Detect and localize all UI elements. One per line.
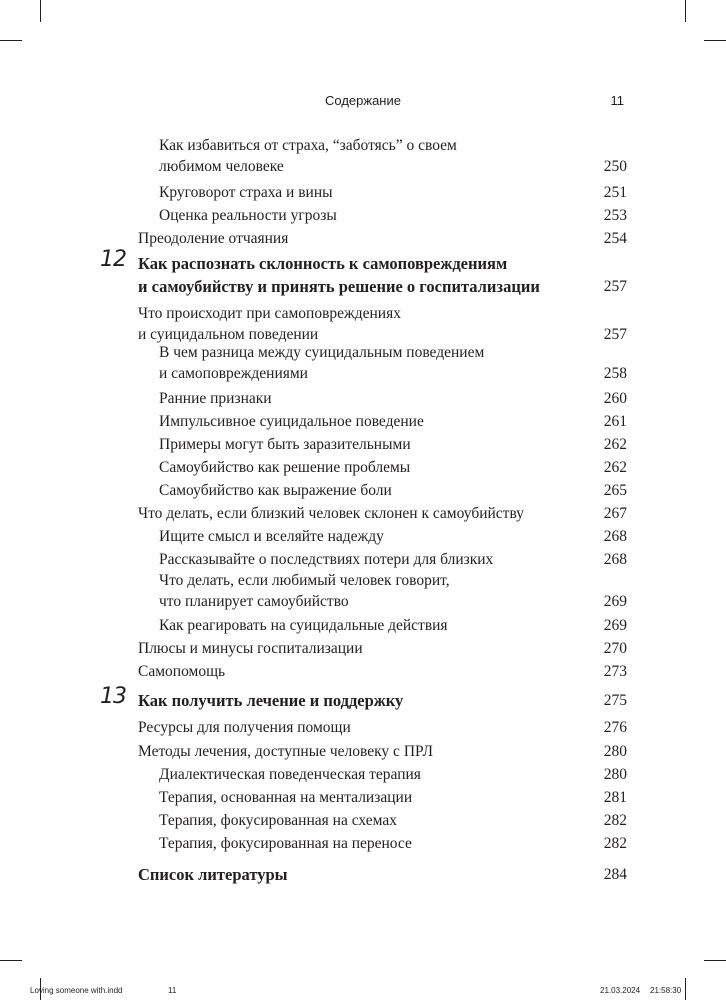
toc-entry-title-line: Терапия, фокусированная на переносе — [159, 835, 412, 852]
running-header-title: Содержание — [325, 93, 401, 108]
toc-entry-title-line: Круговорот страха и вины — [159, 184, 333, 201]
toc-entry-page-number: 269 — [603, 617, 627, 634]
toc-entry — [0, 615, 726, 636]
toc-entry-page-number: 268 — [603, 551, 627, 568]
toc-entry-page-number: 267 — [603, 505, 627, 522]
toc-entry-title-line: Как получить лечение и поддержку — [138, 691, 404, 710]
toc-entry-title-line: что планирует самоубийство — [159, 593, 349, 610]
toc-entry — [0, 434, 726, 455]
toc-entry-page-number: 282 — [603, 835, 627, 852]
toc-entry-page-number: 254 — [603, 230, 627, 247]
toc-entry — [0, 741, 726, 762]
toc-chapter-entry — [0, 247, 726, 299]
toc-entry-title-line: Список литературы — [138, 865, 288, 884]
toc-entry — [0, 411, 726, 432]
toc-entry — [0, 228, 726, 249]
toc-entry-title-line: Преодоление отчаяния — [138, 230, 289, 247]
toc-entry-page-number: 273 — [603, 663, 627, 680]
toc-entry-page-number: 269 — [603, 593, 627, 610]
toc-entry-title-line: Самопомощь — [138, 663, 226, 680]
toc-entry-page-number: 275 — [603, 692, 627, 709]
toc-entry — [0, 457, 726, 478]
toc-entry — [0, 182, 726, 203]
toc-entry-title-line: Диалектическая поведенческая терапия — [159, 766, 421, 783]
toc-entry-title-line: Что делать, если любимый человек говорит, — [159, 572, 450, 589]
toc-entry-title-line: Самоубийство как решение проблемы — [159, 459, 411, 476]
toc-entry-page-number: 262 — [603, 459, 627, 476]
toc-entry-title-line: и самоповреждениями — [159, 365, 308, 382]
toc-entry — [0, 135, 726, 177]
toc-entry-page-number: 251 — [603, 184, 627, 201]
toc-entry-page-number: 280 — [603, 743, 627, 760]
toc-entry-page-number: 253 — [603, 207, 627, 224]
toc-entry — [0, 526, 726, 547]
chapter-number: 12 — [100, 247, 126, 272]
toc-entry-title-line: Как избавиться от страха, “заботясь” о своем — [159, 137, 457, 154]
crop-mark — [704, 960, 726, 961]
crop-mark — [685, 978, 686, 1000]
toc-entry-page-number: 257 — [603, 326, 627, 343]
toc-entry-page-number: 284 — [603, 866, 627, 883]
toc-chapter-entry — [0, 684, 726, 713]
toc-entry-page-number: 270 — [603, 640, 627, 657]
toc-entry — [0, 570, 726, 612]
toc-entry-title-line: Что делать, если близкий человек склонен к самоубийству — [138, 505, 524, 522]
toc-entry-page-number: 281 — [603, 789, 627, 806]
toc-entry-page-number: 262 — [603, 436, 627, 453]
running-header-page-number: 11 — [610, 93, 624, 108]
toc-entry-title-line: Ищите смысл и вселяйте надежду — [159, 528, 384, 545]
toc-entry-title-line: и суицидальном поведении — [138, 326, 319, 343]
toc-entry-page-number: 282 — [603, 812, 627, 829]
toc-entry-title-line: Ранние признаки — [159, 390, 272, 407]
crop-mark — [685, 0, 686, 22]
toc-entry — [0, 503, 726, 524]
toc-entry-title-line: Самоубийство как выражение боли — [159, 482, 392, 499]
toc-entry-title-line: Ресурсы для получения помощи — [138, 719, 351, 736]
toc-entry-title-line: Рассказывайте о последствиях потери для близких — [159, 551, 494, 568]
crop-mark — [40, 0, 41, 22]
toc-entry — [0, 342, 726, 384]
toc-entry-title-line: Как распознать склонность к самоповреждениям — [138, 254, 508, 273]
footer-file-name: Loving someone with.indd — [30, 986, 123, 995]
toc-entry-title-line: Методы лечения, доступные человеку с ПРЛ — [138, 743, 433, 760]
toc-entry-page-number: 260 — [603, 390, 627, 407]
toc-entry-page-number: 268 — [603, 528, 627, 545]
toc-entry-title-line: В чем разница между суицидальным поведением — [159, 344, 485, 361]
toc-chapter-entry — [0, 864, 726, 887]
crop-mark — [0, 960, 22, 961]
toc-entry-title-line: любимом человеке — [159, 158, 284, 175]
toc-entry-page-number: 261 — [603, 413, 627, 430]
toc-entry-page-number: 258 — [603, 365, 627, 382]
chapter-number: 13 — [100, 684, 126, 709]
toc-entry-title-line: и самоубийству и принять решение о госпитализации — [138, 277, 540, 296]
toc-entry-title-line: Оценка реальности угрозы — [159, 207, 337, 224]
toc-entry-title-line: Примеры могут быть заразительными — [159, 436, 411, 453]
crop-mark — [0, 40, 22, 41]
toc-entry — [0, 480, 726, 501]
footer-page-number: 11 — [168, 986, 177, 995]
toc-entry-page-number: 280 — [603, 766, 627, 783]
toc-entry-title-line: Терапия, фокусированная на схемах — [159, 812, 397, 829]
toc-entry — [0, 549, 726, 570]
toc-entry — [0, 787, 726, 808]
toc-entry — [0, 205, 726, 226]
toc-entry — [0, 810, 726, 831]
toc-entry — [0, 661, 726, 682]
toc-entry-title-line: Импульсивное суицидальное поведение — [159, 413, 424, 430]
toc-entry — [0, 764, 726, 785]
toc-entry — [0, 833, 726, 854]
footer-time: 21:58:30 — [650, 986, 682, 995]
toc-entry-title-line: Плюсы и минусы госпитализации — [138, 640, 363, 657]
toc-entry — [0, 717, 726, 738]
toc-entry-page-number: 265 — [603, 482, 627, 499]
crop-mark — [704, 40, 726, 41]
toc-entry — [0, 388, 726, 409]
toc-entry-title-line: Как реагировать на суицидальные действия — [159, 617, 448, 634]
toc-entry-title-line: Что происходит при самоповреждениях — [138, 305, 401, 322]
footer-date: 21.03.2024 — [600, 986, 641, 995]
toc-entry — [0, 638, 726, 659]
toc-entry — [0, 303, 726, 345]
toc-entry-page-number: 257 — [603, 278, 627, 295]
toc-entry-title-line: Терапия, основанная на ментализации — [159, 789, 413, 806]
toc-entry-page-number: 276 — [603, 719, 627, 736]
toc-entry-page-number: 250 — [603, 158, 627, 175]
